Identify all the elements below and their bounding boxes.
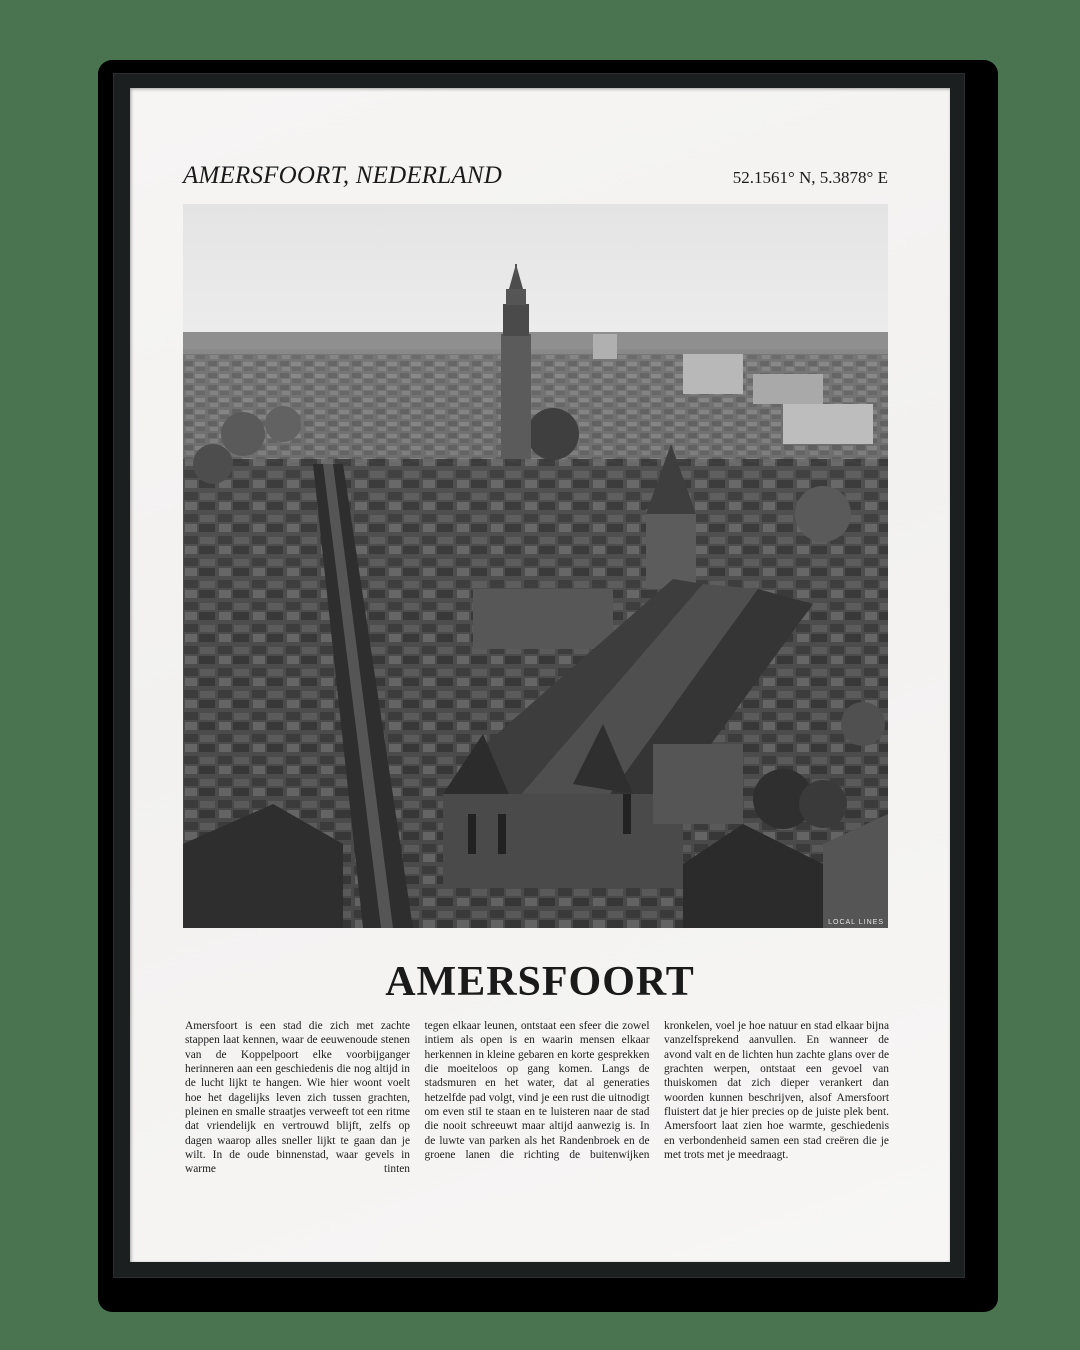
text-column-3: kronkelen, voel je hoe natuur en stad elkaar bijna vanzelfsprekend aanvullen. En wanneer de avond valt en de lichten hun zachte glans over de grachten werpen, ontstaat een gevoel van thuiskomen dat zich dieper verankert dan woorden kunnen beschrijven, alsof Amersfoort fluistert dat je hier precies op de juiste plek bent. Amersfoort laat zien hoe warmte, geschiedenis en verbondenheid samen een stad creëren die je met trots met je meedraagt. — [664, 1020, 889, 1162]
aerial-photo — [183, 204, 888, 928]
location-heading: AMERSFOORT, NEDERLAND — [183, 162, 502, 189]
poster-paper — [130, 88, 950, 1262]
poster-title: AMERSFOORT — [385, 959, 695, 1005]
body-text — [185, 1019, 889, 1177]
photo-watermark: LOCAL LINES — [828, 919, 884, 926]
text-column-1: Amersfoort is een stad die zich met zachte stappen laat kennen, waar de eeuwenoude stenen van de Koppelpoort elke voorbijganger herinneren aan een geschiedenis die nog altijd in de lucht lijkt te hangen. Wie hier woont voelt hoe het dagelijks leven zich tussen grachten, pleinen en smalle straatjes verweeft tot een ritme dat vriendelijk en vertrouwd blijft, zelfs op dagen waarop alles sneller lijkt te gaan dan je wilt. In de oude binnenstad, waar gevels in warme tinten — [185, 1020, 410, 1176]
coordinates: 52.1561° N, 5.3878° E — [732, 168, 888, 187]
text-column-2: tegen elkaar leunen, ontstaat een sfeer die zowel intiem als open is en waarin mensen elkaar herkennen in kleine gebaren en korte gesprekken die moeiteloos op gang komen. Langs de stadsmuren en het water, dat al generaties hetzelfde pad volgt, vind je een rust die uitnodigt om even stil te staan en te luisteren naar de stad die nooit schreeuwt maar altijd aanwezig is. In de luwte van parken als het Randenbroek en de groene lanen die richting de buitenwijken — [424, 1020, 650, 1162]
